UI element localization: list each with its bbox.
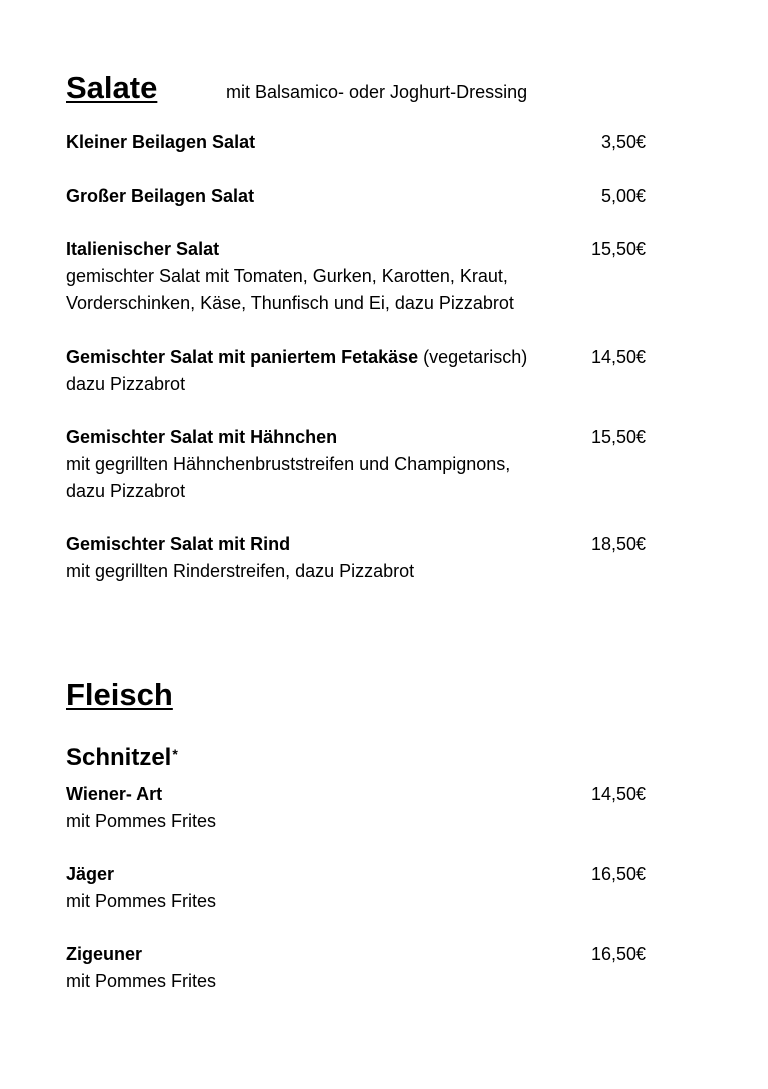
menu-item — [66, 941, 646, 995]
item-description: Vorderschinken, Käse, Thunfisch und Ei, dazu Pizzabrot — [66, 293, 514, 313]
item-price: 16,50€ — [590, 864, 646, 884]
item-name: Jäger — [66, 864, 115, 884]
menu-item — [66, 424, 646, 505]
item-price: 18,50€ — [590, 534, 646, 554]
item-description: dazu Pizzabrot — [66, 374, 186, 394]
item-price: 15,50€ — [590, 427, 646, 447]
schnitzel-subheader — [66, 744, 178, 772]
menu-item — [66, 344, 646, 398]
salate-subtitle: mit Balsamico- oder Joghurt-Dressing — [226, 82, 528, 102]
item-price: 14,50€ — [590, 347, 646, 367]
item-description: mit gegrillten Hähnchenbruststreifen und Champignons, — [66, 454, 511, 474]
fleisch-title: Fleisch — [66, 677, 173, 712]
item-price: 5,00€ — [600, 186, 646, 206]
footnote-marker: * — [172, 746, 178, 762]
salate-title: Salate — [66, 70, 158, 105]
item-name: Gemischter Salat mit Rind — [66, 534, 291, 554]
menu-item — [66, 861, 646, 915]
schnitzel-title: Schnitzel — [66, 744, 172, 771]
item-name: Zigeuner — [66, 944, 143, 964]
item-description: dazu Pizzabrot — [66, 481, 186, 501]
item-price: 3,50€ — [600, 132, 646, 152]
item-name: Kleiner Beilagen Salat — [66, 132, 256, 152]
menu-item — [66, 183, 646, 210]
fleisch-header — [66, 677, 173, 713]
item-name: Großer Beilagen Salat — [66, 186, 255, 206]
item-note: (vegetarisch) — [418, 347, 528, 367]
item-description: gemischter Salat mit Tomaten, Gurken, Karotten, Kraut, — [66, 266, 508, 286]
item-price: 14,50€ — [590, 784, 646, 804]
menu-item — [66, 781, 646, 835]
menu-item — [66, 531, 646, 585]
item-description: mit Pommes Frites — [66, 811, 217, 831]
item-name: Gemischter Salat mit Hähnchen — [66, 427, 338, 447]
menu-item — [66, 236, 646, 317]
item-description: mit gegrillten Rinderstreifen, dazu Pizzabrot — [66, 561, 415, 581]
item-description: mit Pommes Frites — [66, 971, 217, 991]
item-price: 16,50€ — [590, 944, 646, 964]
item-price: 15,50€ — [590, 239, 646, 259]
item-name: Gemischter Salat mit paniertem Fetakäse — [66, 347, 419, 367]
item-name: Italienischer Salat — [66, 239, 220, 259]
menu-item — [66, 129, 646, 156]
item-description: mit Pommes Frites — [66, 891, 217, 911]
salate-header — [66, 70, 528, 106]
item-name: Wiener- Art — [66, 784, 163, 804]
